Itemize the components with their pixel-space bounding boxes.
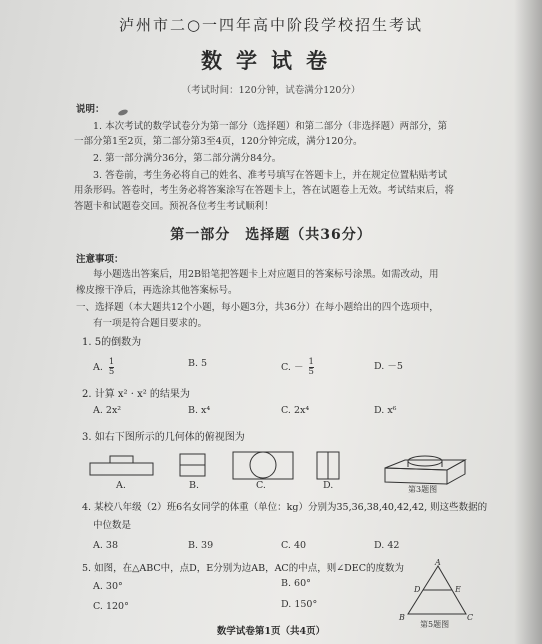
- q3-c-circle-shape: [250, 452, 276, 478]
- q1-option-d: D. －5: [374, 361, 403, 372]
- fraction-denominator: 5: [108, 367, 115, 377]
- school-title: 泸州市二○一四年高中阶段学校招生考试: [118, 16, 424, 34]
- point-label-e: E: [455, 585, 461, 594]
- q5-option-b: B. 60°: [281, 578, 311, 589]
- q1-option-c-fraction: [309, 358, 314, 377]
- q3-a-top-shape: [110, 456, 133, 463]
- section-intro-line: 有一项是符合题目要求的。: [93, 318, 208, 329]
- exam-time-note: （考试时间：120分钟，试卷满分120分）: [181, 85, 361, 96]
- fraction-denominator: 5: [308, 367, 314, 377]
- notes-line: 每小题选出答案后，用2B铅笔把答题卡上对应题目的答案标号涂黑。如需改动，用: [93, 269, 439, 280]
- vertex-label-b: B: [399, 613, 405, 622]
- q2-option-d: D. x⁶: [374, 405, 397, 416]
- question-1-stem: 1. 5的倒数为: [82, 337, 142, 348]
- q5-option-c: C. 120°: [93, 601, 129, 612]
- q3-a-base-shape: [90, 463, 153, 475]
- q4-option-b: B. 39: [188, 540, 214, 551]
- notes-label: 注意事项：: [76, 254, 124, 265]
- q3-option-c: C.: [256, 480, 266, 491]
- q3-figure-caption: 第3题图: [408, 485, 438, 494]
- question-5-stem: 5. 如图，在△ABC中，点D，E分别为边AB，AC的中点，则∠DEC的度数为: [82, 563, 404, 574]
- q3-solid-side-face: [447, 460, 465, 484]
- instruction-line: 用条形码。答卷时，考生务必将答案涂写在答题卡上，答在试题卷上无效。考试结束后，将: [74, 185, 455, 196]
- fraction-numerator: 1: [108, 357, 115, 367]
- pen-mark: [117, 108, 128, 116]
- q3-option-d: D.: [323, 480, 334, 491]
- instruction-line: 2. 第一部分满分36分，第二部分满分84分。: [93, 153, 282, 164]
- q1-option-b: B. 5: [188, 358, 208, 369]
- instruction-line: 3. 答卷前，考生务必将自己的姓名、准考号填写在答题卡上，并在规定位置粘贴考试: [93, 170, 448, 181]
- vertex-label-a: A: [435, 558, 441, 567]
- q1-option-c-label: C. －: [281, 362, 304, 373]
- instructions-label: 说明：: [76, 104, 105, 115]
- fraction-numerator: 1: [308, 357, 314, 367]
- q5-option-d: D. 150°: [281, 599, 318, 610]
- q1-option-a-label: A.: [93, 362, 103, 373]
- q2-option-b: B. x⁴: [188, 405, 211, 416]
- question-4-stem: 4. 某校八年级（2）班6名女同学的体重（单位：kg）分别为35,36,38,40,42,42, 则这些数据的: [82, 502, 488, 513]
- page-footer: 数学试卷第1页（共4页）: [216, 626, 326, 637]
- q3-option-b: B.: [189, 480, 200, 491]
- question-3-stem: 3. 如右下图所示的几何体的俯视图为: [82, 432, 245, 443]
- q5-triangle-figure: [394, 558, 474, 628]
- q1-option-a: [93, 358, 114, 377]
- part-one-title: 第一部分 选择题（共36分）: [170, 227, 372, 243]
- q4-option-c: C. 40: [281, 540, 307, 551]
- q2-option-a: A. 2x²: [93, 405, 122, 416]
- notes-line: 橡皮擦干净后，再选涂其他答案标号。: [76, 285, 238, 296]
- q3-c-rect-shape: [233, 452, 293, 479]
- point-label-d: D: [414, 585, 421, 594]
- q5-figure-caption: 第5题图: [420, 620, 450, 629]
- question-4-stem-cont: 中位数是: [93, 520, 132, 531]
- q4-option-a: A. 38: [93, 540, 118, 551]
- q2-option-c: C. 2x⁴: [281, 405, 310, 416]
- question-2-stem: 2. 计算 x² · x² 的结果为: [82, 389, 190, 400]
- subject-title: 数学试卷: [201, 48, 341, 73]
- instruction-line: 答题卡和试题卷交回。预祝各位考生考试顺利！: [74, 201, 274, 212]
- instruction-line: 1. 本次考试的数学试卷分为第一部分（选择题）和第二部分（非选择题）两部分，第: [93, 121, 448, 132]
- q5-option-a: A. 30°: [93, 581, 123, 592]
- q3-solid-front-face: [385, 468, 447, 484]
- q3-option-a: A.: [116, 480, 126, 491]
- section-intro-line: 一、选择题（本大题共12个小题，每小题3分，共36分）在每小题给出的四个选项中，: [76, 302, 439, 313]
- q4-option-d: D. 42: [374, 540, 400, 551]
- page-shadow: [514, 0, 542, 644]
- vertex-label-c: C: [467, 613, 474, 622]
- q1-option-c: [281, 358, 314, 377]
- instruction-line: 一部分第1至2页，第二部分第3至4页，120分钟完成，满分120分。: [74, 136, 363, 147]
- q3-cylinder-top: [408, 456, 442, 466]
- q1-option-a-fraction: [109, 358, 114, 377]
